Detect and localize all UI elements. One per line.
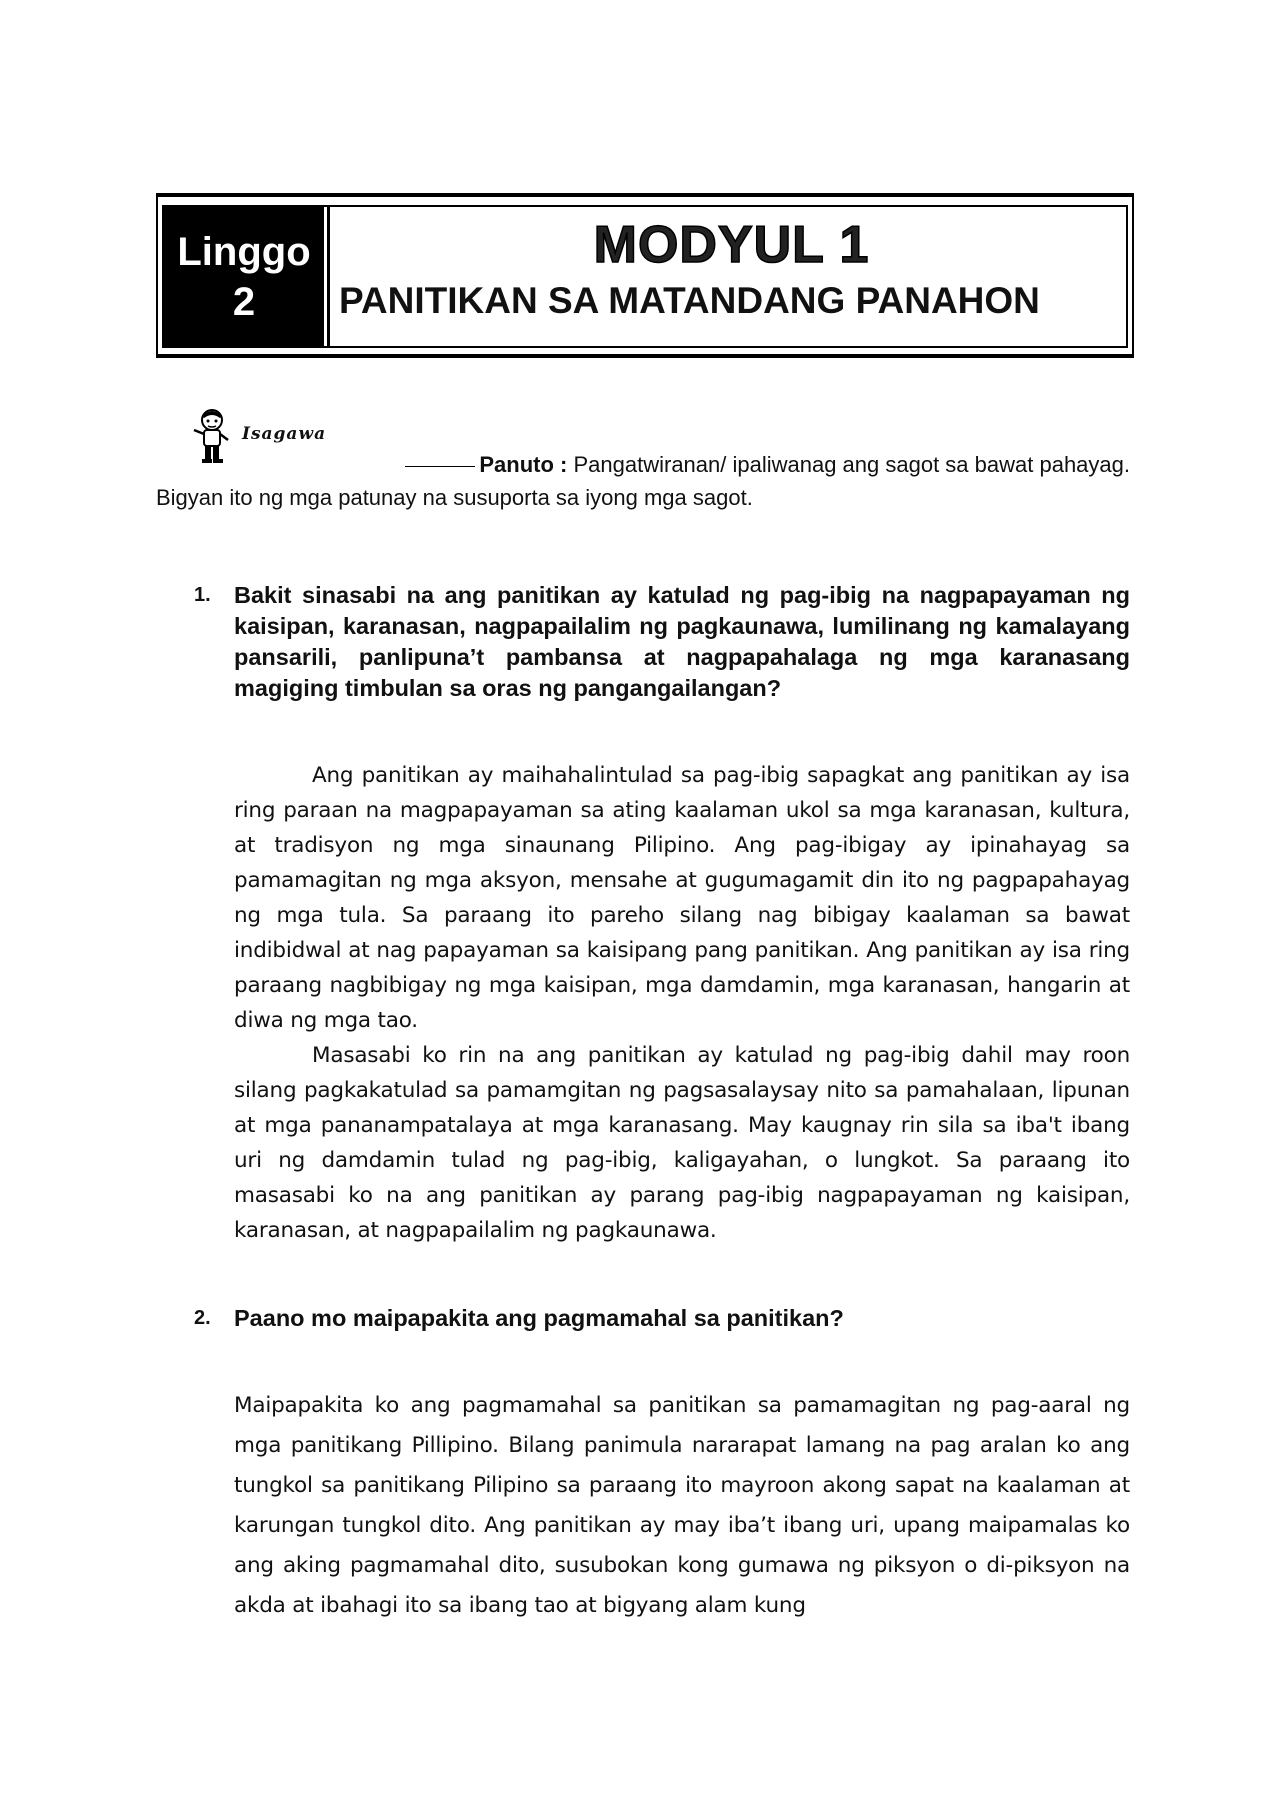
title-cell [327,207,1126,346]
question-number: 1. [194,584,211,606]
answer-1 [234,758,1130,1248]
week-cell [164,207,327,346]
directions-text-1: Pangatwiranan/ ipaliwanag ang sagot sa bawat pahayag. [573,452,1130,477]
directions-line-1 [156,448,1130,481]
directions-underline [405,466,475,467]
week-number: 2 [232,279,256,324]
week-label: Linggo [177,229,311,274]
question-2 [194,1303,1130,1334]
question-text: Bakit sinasabi na ang panitikan ay katulad ng pag-ibig na nagpapayaman ng kaisipan, karanasan, nagpapailalim ng pagkaunawa, lumilinang ng kamalayang pansarili, panlipuna’t pambansa at nagpapahalaga ng mga karanasang magiging timbulan sa oras ng pangangailangan? [234,582,1130,701]
module-subtitle: PANITIKAN SA MATANDANG PANAHON [339,280,1040,321]
directions-text-2: Bigyan ito ng mga patunay na susuporta sa iyong mga sagot. [156,485,753,510]
module-header [156,193,1134,358]
directions-colon: : [560,452,568,477]
answer-paragraph: Masasabi ko rin na ang panitikan ay katulad ng pag-ibig dahil may roon silang pagkakatulad sa pamamgitan ng pagsasalaysay nito sa pamahalaan, lipunan at mga pananampatalaya at mga karanasang. May kaugnay rin sila sa iba't ibang uri ng damdamin tulad ng pag-ibig, kaligayahan, o lungkot. Sa paraang ito masasabi ko na ang panitikan ay parang pag-ibig nagpapayaman ng kaisipan, karanasan, at nagpapailalim ng pagkaunawa. [234,1043,1130,1243]
directions [156,448,1130,514]
answer-paragraph: Ang panitikan ay maihahalintulad sa pag-ibig sapagkat ang panitikan ay isa ring paraan na magpapayaman sa ating kaalaman ukol sa mga karanasan, kultura, at tradisyon ng mga sinaunang Pilipino. Ang pag-ibigay ay ipinahayag sa pamamagitan ng mga aksyon, mensahe at gugumagamit din ito ng pagpapahayag ng mga tula. Sa paraang ito pareho silang nag bibigay kaalaman sa bawat indibidwal at nag papayaman sa kaisipang pang panitikan. Ang panitikan ay isa ring paraang nagbibigay ng mga kaisipan, mga damdamin, mga karanasan, hangarin at diwa ng mga tao. [234,763,1130,1033]
answer-paragraph: Maipapakita ko ang pagmamahal sa panitikan sa pamamagitan ng pag-aaral ng mga panitikang Pillipino. Bilang panimula nararapat lamang na pag aralan ko ang tungkol sa panitikang Pilipino sa paraang ito mayroon akong sapat na kaalaman at karungan tungkol dito. Ang panitikan ay may iba’t ibang uri, upang maipamalas ko ang aking pagmamahal dito, susubokan kong gumawa ng piksyon o di-piksyon na akda at ibahagi ito sa ibang tao at bigyang alam kung [234,1393,1130,1618]
question-text: Paano mo maipapakita ang pagmamahal sa panitikan? [234,1305,844,1331]
answer-2 [234,1386,1130,1626]
directions-label: Panuto [479,452,554,477]
module-header-inner [162,205,1128,348]
activity-label: Isagawa [242,424,327,444]
question-1 [194,580,1130,704]
module-title: MODYUL 1 [593,216,870,274]
question-number: 2. [194,1307,211,1329]
